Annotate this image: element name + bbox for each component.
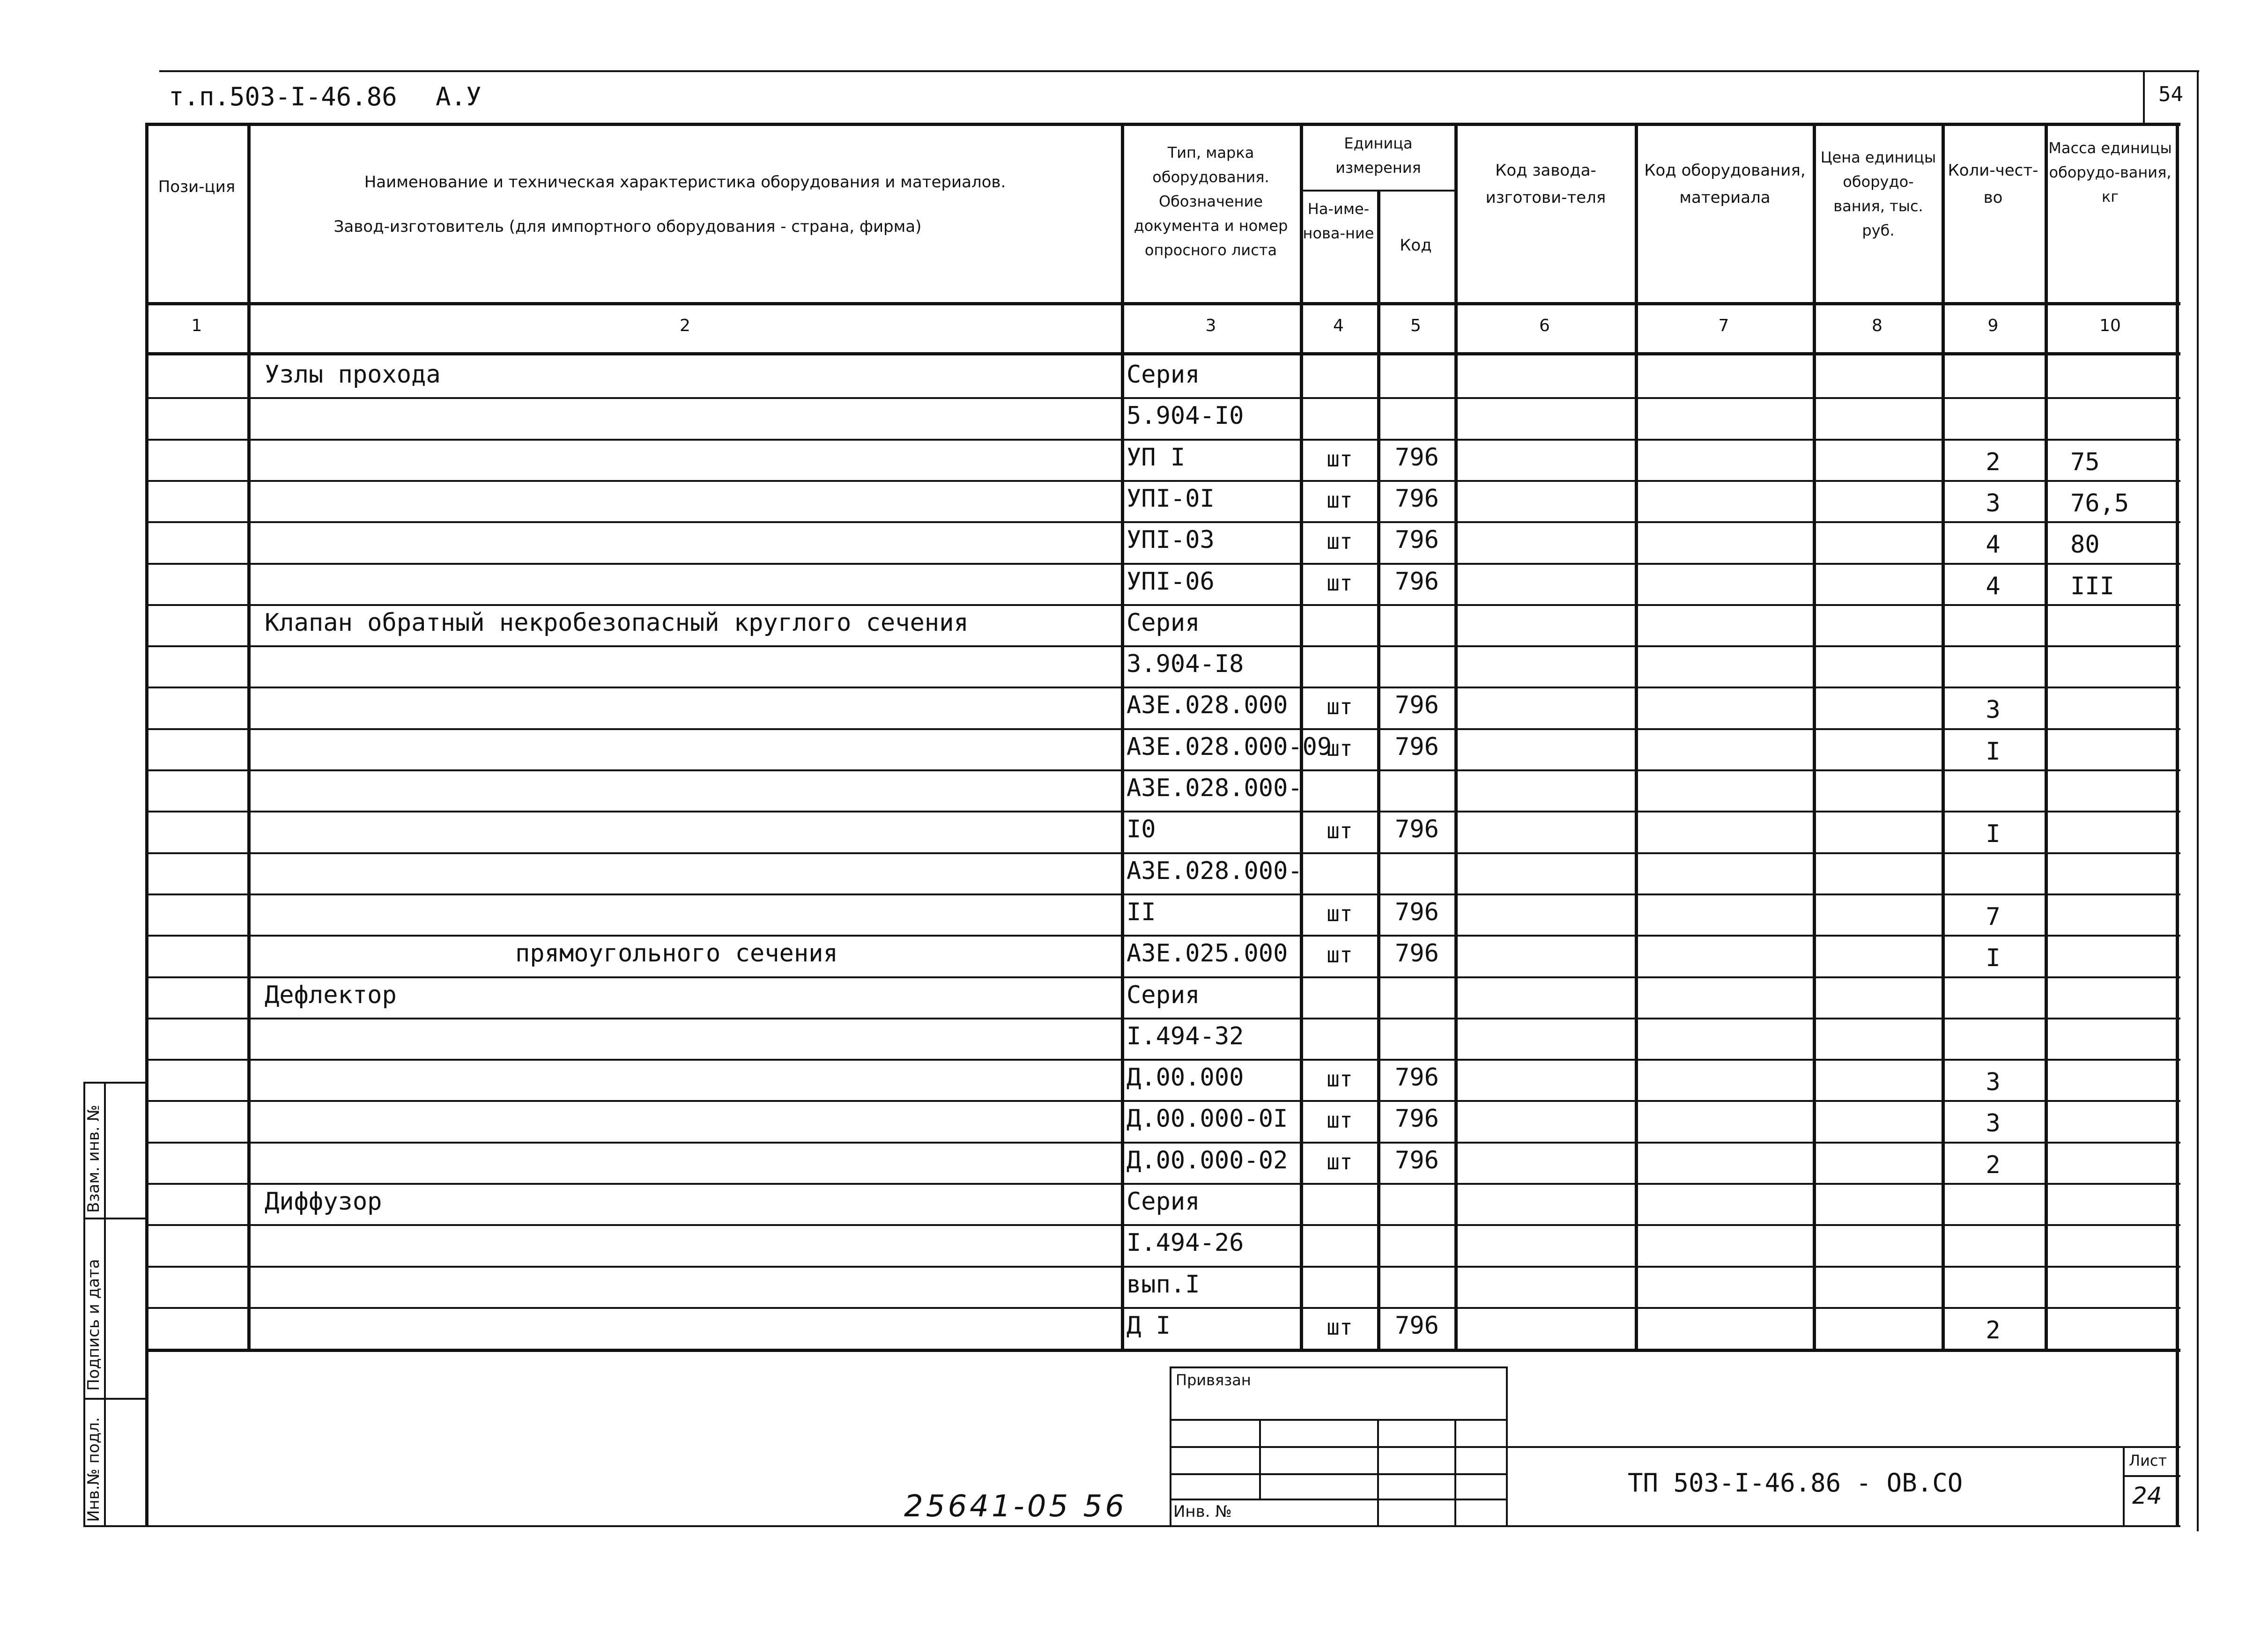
inv-no-label: Инв. №: [1173, 1502, 1232, 1521]
row-type: Д.00.000: [1127, 1063, 1244, 1092]
row-name: Узлы прохода: [265, 361, 441, 389]
row-mass: 80: [2070, 531, 2100, 559]
table-bottom-line: [145, 1349, 2180, 1352]
row-name: Диффузор: [265, 1188, 382, 1216]
header-factory-code: Код завода-изготови-теля: [1485, 161, 1606, 207]
row-quantity: 4: [1986, 531, 2001, 559]
row-separator: [145, 811, 2180, 812]
row-code: 796: [1395, 526, 1439, 554]
row-name: Клапан обратный некробезопасный круглого сечения: [265, 609, 969, 637]
row-type: Д I: [1127, 1312, 1171, 1340]
row-separator: [145, 1059, 2180, 1061]
row-unit: шт: [1327, 901, 1353, 926]
row-code: 796: [1395, 443, 1439, 472]
row-separator: [145, 1100, 2180, 1102]
row-unit: шт: [1327, 1149, 1353, 1174]
row-type: I.494-26: [1127, 1229, 1244, 1257]
row-type: УПI-03: [1127, 526, 1215, 554]
row-separator: [145, 1224, 2180, 1226]
header-name-line1: Наименование и техническая характеристика оборудования и материалов.: [364, 173, 1006, 192]
row-separator: [145, 521, 2180, 523]
row-quantity: 2: [1986, 1151, 2001, 1179]
row-code: 796: [1395, 1312, 1439, 1340]
sheet-number: 24: [2132, 1482, 2162, 1509]
row-unit: шт: [1327, 570, 1353, 596]
table-left-line: [145, 123, 148, 1525]
header-equipment-code: Код оборудования, материала: [1644, 161, 1806, 207]
row-type: II: [1127, 898, 1156, 926]
row-quantity: I: [1986, 944, 2001, 972]
frame-top: [159, 70, 2199, 72]
row-unit: шт: [1327, 529, 1353, 554]
row-type: АЗЕ.028.000-09: [1127, 733, 1332, 761]
col-number: 5: [1410, 316, 1421, 335]
col-number: 9: [1987, 316, 1999, 335]
row-code: 796: [1395, 939, 1439, 967]
doc-code: т.п.503-I-46.86: [169, 82, 397, 111]
row-separator: [145, 604, 2180, 606]
row-separator: [145, 1307, 2180, 1309]
row-quantity: 7: [1986, 903, 2001, 931]
margin-stamp-line2: [83, 1398, 145, 1400]
header-name-line2: Завод-изготовитель (для импортного оборудования - страна, фирма): [334, 217, 922, 236]
row-type: Серия: [1127, 361, 1200, 389]
row-type: Д.00.000-0I: [1127, 1105, 1288, 1133]
header-quantity: Коли-чест-во: [1948, 161, 2038, 207]
row-separator: [145, 439, 2180, 441]
col-number: 2: [680, 316, 690, 335]
header-price: Цена единицы оборудо-вания, тыс. руб.: [1820, 148, 1936, 239]
row-type: АЗЕ.028.000-: [1127, 857, 1303, 885]
row-quantity: I: [1986, 820, 2001, 848]
privyazan-line4: [1170, 1499, 1507, 1500]
row-type: Серия: [1127, 609, 1200, 637]
margin-stamp-divider: [104, 1082, 106, 1527]
archive-number: 25641-05 56: [904, 1489, 1127, 1524]
row-code: 796: [1395, 1105, 1439, 1133]
privyazan-line2: [1170, 1446, 1507, 1448]
col-line-6: [1635, 123, 1638, 1349]
row-type: АЗЕ.028.000: [1127, 691, 1288, 719]
col-number: 3: [1205, 316, 1216, 335]
row-mass: 76,5: [2070, 489, 2129, 517]
header-type: Тип, марка оборудования. Обозначение документа и номер опросного листа: [1134, 144, 1288, 259]
col-number: 10: [2099, 316, 2121, 335]
page-number: 54: [2158, 82, 2183, 106]
sheet-label: Лист: [2129, 1452, 2167, 1470]
row-type: 5.904-I0: [1127, 402, 1244, 430]
row-separator: [145, 687, 2180, 688]
row-type: АЗЕ.025.000: [1127, 939, 1288, 967]
row-type: УП I: [1127, 443, 1186, 472]
row-quantity: 3: [1986, 1068, 2001, 1096]
privyazan-line1: [1170, 1419, 1507, 1421]
sheet-box-left: [2123, 1446, 2125, 1525]
header-position: Пози-ция: [158, 177, 236, 196]
col-number: 6: [1539, 316, 1550, 335]
row-code: 796: [1395, 691, 1439, 719]
col-line-9: [2045, 123, 2048, 1349]
privyazan-top: [1170, 1366, 1507, 1368]
row-name: прямоугольного сечения: [515, 939, 838, 967]
row-separator: [145, 769, 2180, 771]
page-box-left: [2143, 70, 2145, 124]
row-code: 796: [1395, 485, 1439, 513]
row-unit: шт: [1327, 446, 1353, 472]
margin-stamp-top: [83, 1082, 145, 1084]
row-name: Дефлектор: [265, 981, 397, 1009]
row-code: 796: [1395, 815, 1439, 843]
header-unit-group: Единица измерения: [1335, 134, 1421, 177]
section-code: А.У: [436, 82, 482, 111]
col-number: 1: [191, 316, 202, 335]
row-code: 796: [1395, 568, 1439, 596]
row-quantity: 3: [1986, 696, 2001, 724]
row-separator: [145, 935, 2180, 937]
header-mass: Масса единицы оборудо-вания, кг: [2048, 139, 2172, 206]
title-block-line: [1506, 1446, 2180, 1448]
row-unit: шт: [1327, 1314, 1353, 1340]
table-top-line: [145, 123, 2180, 126]
row-quantity: 3: [1986, 1109, 2001, 1137]
privyazan-label: Привязан: [1176, 1371, 1251, 1389]
privyazan-left: [1170, 1366, 1171, 1525]
row-code: 796: [1395, 733, 1439, 761]
row-type: 3.904-I8: [1127, 650, 1244, 678]
row-unit: шт: [1327, 694, 1353, 719]
row-unit: шт: [1327, 818, 1353, 843]
row-type: АЗЕ.028.000-: [1127, 774, 1303, 802]
row-quantity: 4: [1986, 572, 2001, 600]
col-line-7: [1813, 123, 1816, 1349]
row-quantity: 3: [1986, 489, 2001, 517]
margin-inv-podl-label: Инв.№ подл.: [84, 1417, 103, 1522]
row-separator: [145, 894, 2180, 895]
row-separator: [145, 1018, 2180, 1019]
row-type: I.494-32: [1127, 1022, 1244, 1050]
row-unit: шт: [1327, 487, 1353, 513]
row-type: Серия: [1127, 1188, 1200, 1216]
numbers-bottom-line: [145, 352, 2180, 355]
row-separator: [145, 563, 2180, 565]
row-separator: [145, 1142, 2180, 1144]
row-type: Серия: [1127, 981, 1200, 1009]
row-unit: шт: [1327, 736, 1353, 761]
row-separator: [145, 852, 2180, 854]
col-number: 7: [1718, 316, 1729, 335]
row-type: УПI-0I: [1127, 485, 1215, 513]
col-line-5: [1454, 123, 1458, 1349]
row-separator: [145, 1266, 2180, 1268]
row-mass: 75: [2070, 448, 2100, 476]
header-unit-code: Код: [1400, 236, 1432, 255]
row-type: УПI-06: [1127, 568, 1215, 596]
header-unit-name: На-име-нова-ние: [1303, 200, 1374, 242]
header-bottom-line: [145, 302, 2180, 305]
row-code: 796: [1395, 898, 1439, 926]
page-bottom-line: [83, 1525, 2180, 1527]
margin-podpis-label: Подпись и дата: [84, 1259, 103, 1391]
col-line-2: [1121, 123, 1124, 1349]
frame-right: [2197, 70, 2199, 1531]
row-type: I0: [1127, 815, 1156, 843]
row-separator: [145, 728, 2180, 730]
row-code: 796: [1395, 1063, 1439, 1092]
privyazan-vline2: [1377, 1419, 1379, 1525]
privyazan-vline1: [1259, 1419, 1261, 1499]
document-title: ТП 503-I-46.86 - ОВ.СО: [1628, 1468, 1963, 1498]
row-separator: [145, 976, 2180, 978]
sheet-box-divider: [2123, 1475, 2180, 1477]
col-number: 8: [1872, 316, 1883, 335]
row-code: 796: [1395, 1146, 1439, 1174]
row-separator: [145, 645, 2180, 647]
privyazan-vline3: [1454, 1419, 1456, 1525]
row-unit: шт: [1327, 1066, 1353, 1092]
row-type: вып.I: [1127, 1270, 1200, 1299]
col-number: 4: [1333, 316, 1344, 335]
row-quantity: 2: [1986, 448, 2001, 476]
row-quantity: 2: [1986, 1316, 2001, 1344]
col-line-1: [247, 123, 251, 1349]
row-unit: шт: [1327, 1108, 1353, 1133]
row-mass: III: [2070, 572, 2114, 600]
table-right-line: [2176, 123, 2179, 1525]
margin-stamp-line1: [83, 1218, 145, 1219]
row-separator: [145, 480, 2180, 482]
row-unit: шт: [1327, 942, 1353, 967]
margin-vzam-label: Взам. инв. №: [84, 1105, 103, 1213]
row-type: Д.00.000-02: [1127, 1146, 1288, 1174]
row-quantity: I: [1986, 738, 2001, 766]
row-separator: [145, 1183, 2180, 1185]
privyazan-line3: [1170, 1473, 1507, 1475]
row-separator: [145, 397, 2180, 399]
